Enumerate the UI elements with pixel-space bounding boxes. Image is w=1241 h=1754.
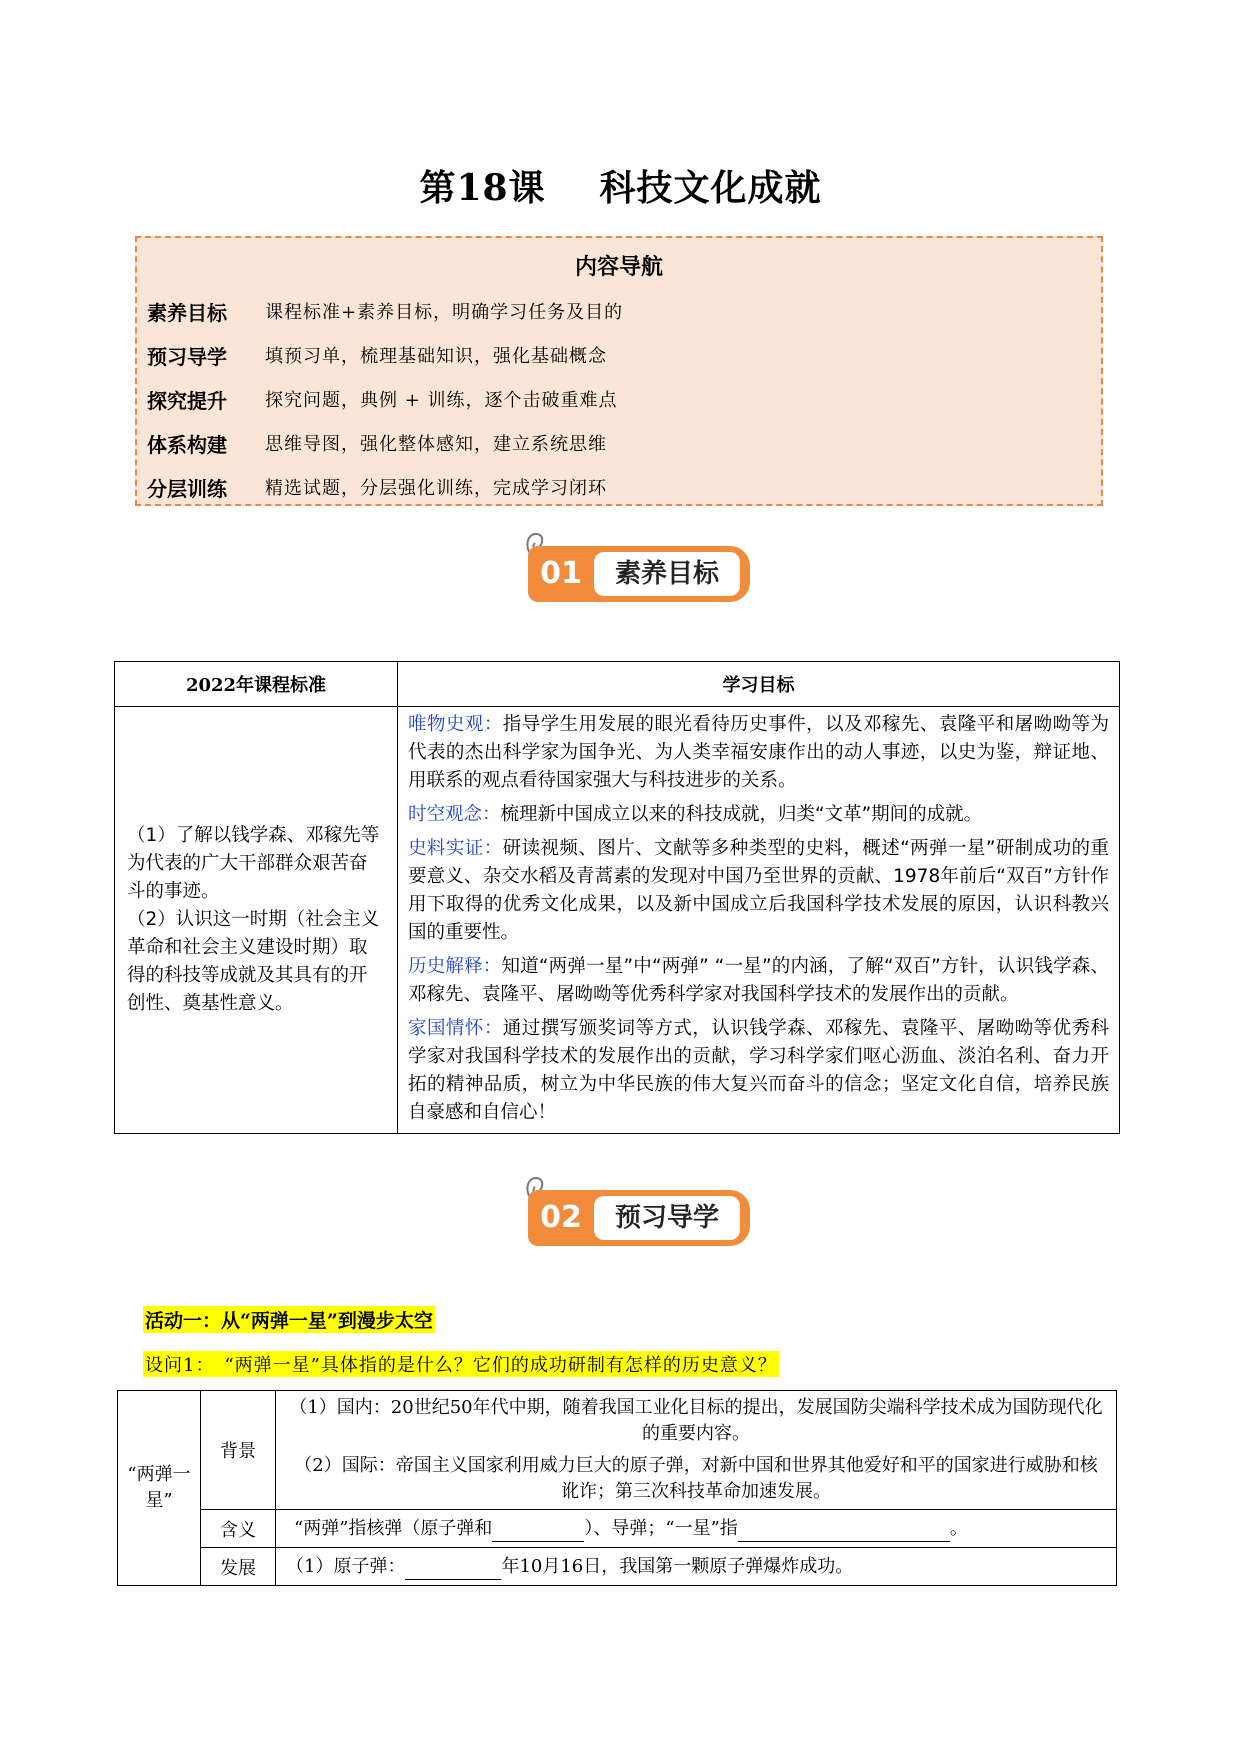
header-goals: 学习目标 <box>398 662 1120 707</box>
section-badge-01 <box>520 528 754 608</box>
nav-row <box>137 377 1101 421</box>
preview-table <box>117 1390 1117 1586</box>
page-title <box>0 160 1241 211</box>
nav-row <box>137 465 1101 509</box>
background-international: （2）国际：帝国主义国家利用威力巨大的原子弹，对新中国和世界其他爱好和平的国家进行威胁和核讹诈；第三次科技革命加速发展。 <box>294 1455 1098 1502</box>
nav-row <box>137 333 1101 377</box>
answer-blank[interactable] <box>492 1519 584 1542</box>
meaning-text: ）、导弹；“一星”指 <box>584 1517 738 1539</box>
goal-text: 梳理新中国成立以来的科技成就，归类“文革”期间的成就。 <box>500 804 983 825</box>
nav-key: 体系构建 <box>147 432 227 457</box>
badge-number: 02 <box>540 1200 582 1235</box>
nav-key: 素养目标 <box>147 300 227 325</box>
topic-cell: “两弹一星” <box>118 1391 201 1586</box>
goal-label: 唯物史观： <box>408 714 503 735</box>
goal-label: 历史解释： <box>408 956 502 977</box>
background-domestic: （1）国内：20世纪50年代中期，随着我国工业化目标的提出，发展国防尖端科学技术成为国防现代化的重要内容。 <box>289 1397 1103 1444</box>
nav-value: 课程标准+素养目标，明确学习任务及目的 <box>265 302 624 323</box>
activity-heading: 活动一：从“两弹一星”到漫步太空 <box>143 1306 435 1333</box>
answer-blank[interactable] <box>405 1557 501 1580</box>
header-standard: 2022年课程标准 <box>115 662 398 707</box>
table-row <box>115 707 1120 1134</box>
goal-label: 史料实证： <box>408 838 503 859</box>
table-header-row <box>115 662 1120 707</box>
goal-item <box>408 953 1109 1009</box>
nav-row <box>137 289 1101 333</box>
goal-label: 时空观念： <box>408 804 501 825</box>
nav-row <box>137 421 1101 465</box>
goal-text: 指导学生用发展的眼光看待历史事件，以及邓稼先、袁隆平和屠呦呦等为代表的杰出科学家为国争光、为人类幸福安康作出的动人事迹，以史为鉴，辩证地、用联系的观点看待国家强大与科技进步的关系。 <box>408 714 1109 791</box>
badge-label: 预习导学 <box>594 1196 740 1240</box>
nav-value: 填预习单，梳理基础知识，强化基础概念 <box>265 346 607 367</box>
nav-value: 探究问题，典例 + 训练，逐个击破重难点 <box>265 390 618 411</box>
background-label: 背景 <box>201 1391 276 1510</box>
development-text: （1）原子弹： <box>286 1555 406 1577</box>
lesson-name: 科技文化成就 <box>599 167 822 209</box>
nav-value: 思维导图，强化整体感知，建立系统思维 <box>265 434 607 455</box>
standard-item: （1）了解以钱学森、邓稼先等为代表的广大干部群众艰苦奋斗的事迹。 <box>127 825 380 902</box>
content-navigation-box <box>135 236 1103 506</box>
nav-heading: 内容导航 <box>574 255 663 280</box>
meaning-text: “两弹”指核弹（原子弹和 <box>294 1517 493 1539</box>
goal-text: 研读视频、图片、文献等多种类型的史料，概述“两弹一星”研制成功的重要意义、杂交水稻及青蒿素的发现对中国乃至世界的贡献、1978年前后“双百”方针作用下取得的优秀文化成果，以及新中国成立后我国科学技术发展的原因，认识科教兴国的重要性。 <box>408 838 1109 943</box>
goal-item <box>408 801 1109 829</box>
development-content <box>276 1548 1117 1586</box>
nav-key: 探究提升 <box>147 388 227 413</box>
development-text: 年10月16日，我国第一颗原子弹爆炸成功。 <box>501 1555 854 1577</box>
development-label: 发展 <box>201 1548 276 1586</box>
section-badge-02 <box>520 1172 754 1252</box>
goal-text: 通过撰写颁奖词等方式，认识钱学森、邓稼先、袁隆平、屠呦呦等优秀科学家对我国科学技术的发展作出的贡献，学习科学家们呕心沥血、淡泊名利、奋力开拓的精神品质，树立为中华民族的伟大复兴而奋斗的信念；坚定文化自信，培养民族自豪感和自信心！ <box>408 1018 1109 1123</box>
nav-key: 预习导学 <box>147 344 227 369</box>
goal-text: 知道“两弹一星”中“两弹” “一星”的内涵，了解“双百”方针，认识钱学森、邓稼先、袁隆平、屠呦呦等优秀科学家对我国科学技术的发展作出的贡献。 <box>408 956 1109 1005</box>
table-row <box>118 1548 1117 1586</box>
background-content <box>276 1391 1117 1510</box>
question-prompt: 设问1： “两弹一星”具体指的是什么？它们的成功研制有怎样的历史意义？ <box>143 1351 779 1377</box>
lesson-number: 第18课 <box>419 167 546 209</box>
learning-goals-cell <box>398 707 1120 1134</box>
nav-value: 精选试题，分层强化训练，完成学习闭环 <box>265 478 607 499</box>
standard-item: （2）认识这一时期（社会主义革命和社会主义建设时期）取得的科技等成就及其具有的开创性、奠基性意义。 <box>127 909 380 1014</box>
badge-label: 素养目标 <box>594 552 740 596</box>
nav-key: 分层训练 <box>147 476 227 501</box>
table-row <box>118 1510 1117 1548</box>
table-row <box>118 1391 1117 1510</box>
goal-item <box>408 1015 1109 1127</box>
badge-number: 01 <box>540 556 582 591</box>
goal-item <box>408 711 1109 795</box>
goal-item <box>408 835 1109 947</box>
answer-blank[interactable] <box>738 1519 950 1542</box>
objectives-table <box>114 661 1120 1134</box>
goal-label: 家国情怀： <box>408 1018 503 1039</box>
meaning-label: 含义 <box>201 1510 276 1548</box>
meaning-content <box>276 1510 1117 1548</box>
meaning-text: 。 <box>949 1517 968 1539</box>
curriculum-standard-cell <box>115 707 398 1134</box>
